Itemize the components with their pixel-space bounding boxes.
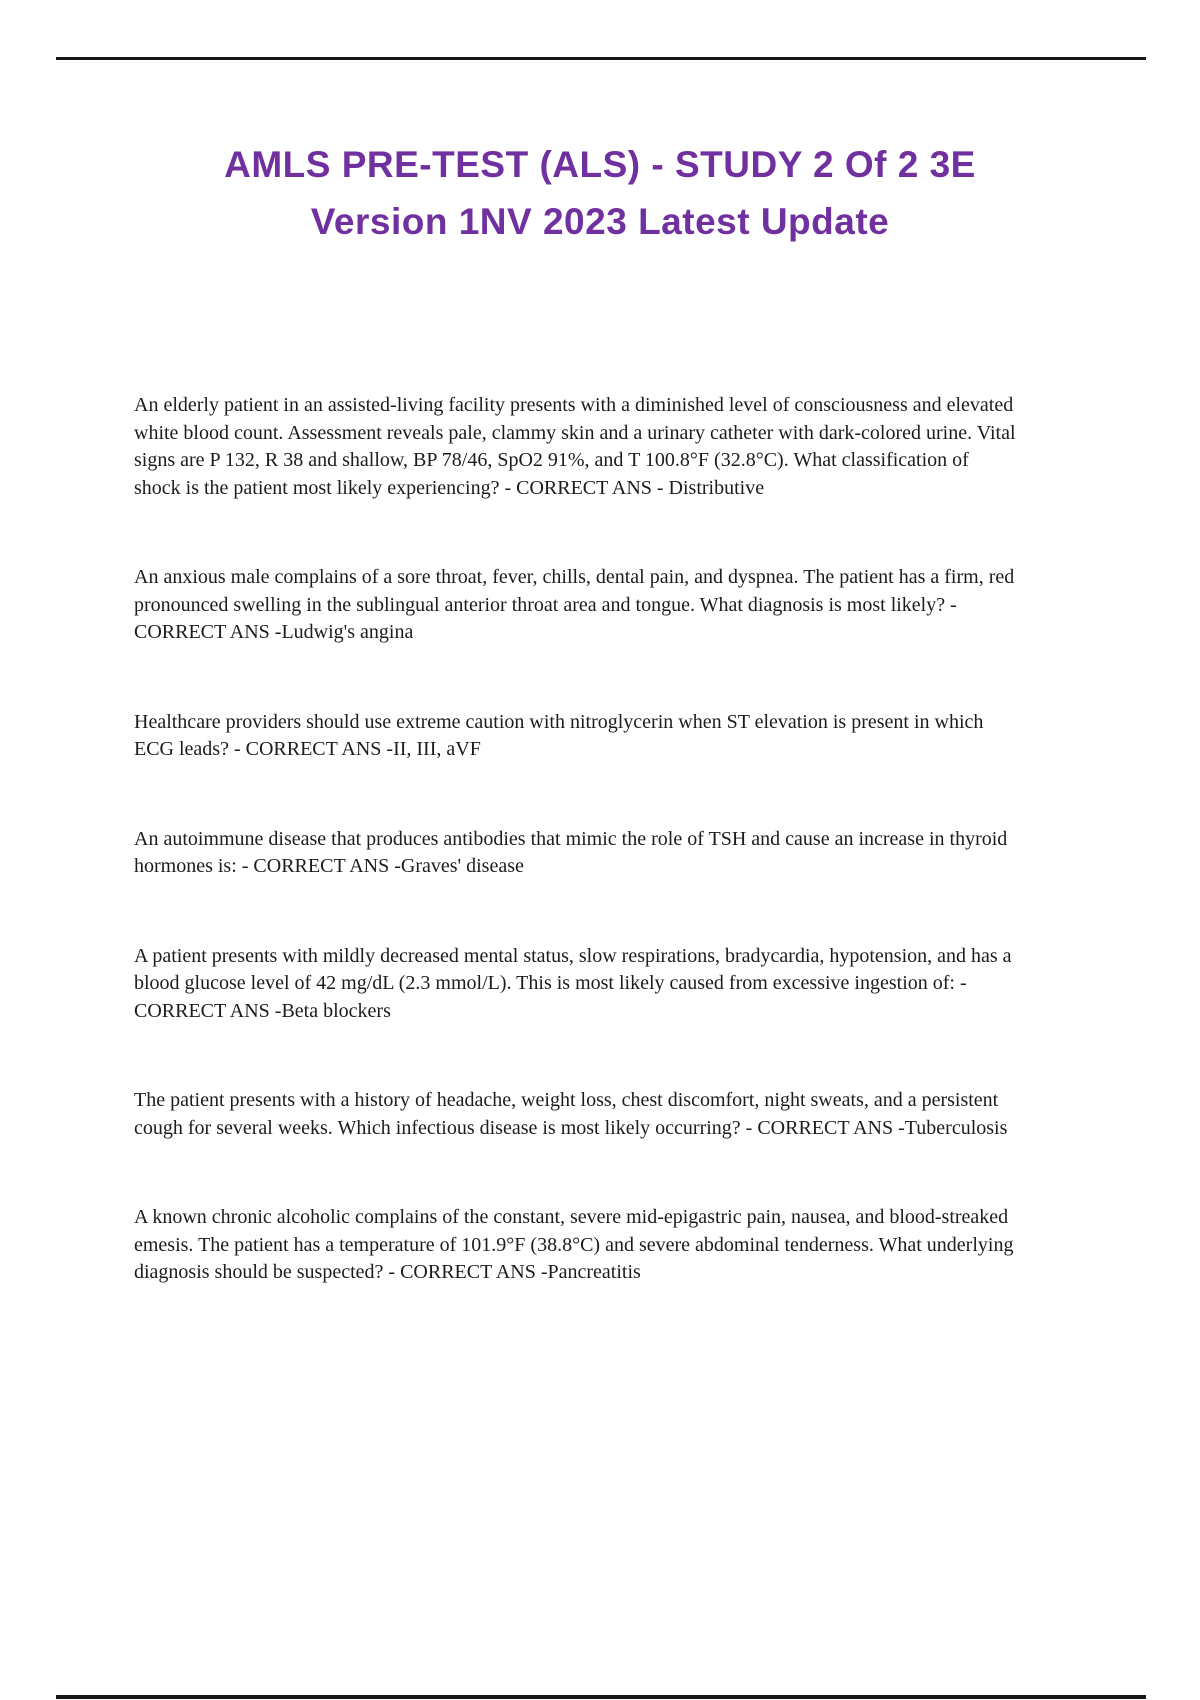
- document-title-line-2: Version 1NV 2023 Latest Update: [310, 201, 890, 242]
- qa-item-4: An autoimmune disease that produces antibodies that mimic the role of TSH and cause an increase in thyroid hormones is: - CORRECT ANS -Graves' disease: [134, 827, 1008, 877]
- qa-item-1: An elderly patient in an assisted-living facility presents with a diminished level of consciousness and elevated white blood count. Assessment reveals pale, clammy skin and a urinary catheter with dark-colored urine. Vital signs are P 132, R 38 and shallow, BP 78/46, SpO2 91%, and T 100.8°F (32.8°C). What classification of shock is the patient most likely experiencing? - CORRECT ANS - Distributive: [134, 394, 1016, 499]
- qa-item-5: A patient presents with mildly decreased mental status, slow respirations, bradycardia, hypotension, and has a blood glucose level of 42 mg/dL (2.3 mmol/L). This is most likely caused from excessive ingestion of: - CORRECT ANS -Beta blockers: [134, 944, 1012, 1022]
- qa-item-7: A known chronic alcoholic complains of the constant, severe mid-epigastric pain, nausea, and blood-streaked emesis. The patient has a temperature of 101.9°F (38.8°C) and severe abdominal tenderness. What underlying diagnosis should be suspected? - CORRECT ANS -Pancreatitis: [134, 1206, 1014, 1283]
- qa-item-3: Healthcare providers should use extreme caution with nitroglycerin when ST elevation is present in which ECG leads? - CORRECT ANS -II, III, aVF: [134, 710, 984, 760]
- qa-list: [134, 392, 1019, 1349]
- top-rule: [56, 57, 1146, 60]
- document-title-line-1: AMLS PRE-TEST (ALS) - STUDY 2 Of 2 3E: [224, 144, 976, 185]
- document-title: [0, 136, 1200, 250]
- qa-item-2: An anxious male complains of a sore throat, fever, chills, dental pain, and dyspnea. The patient has a firm, red pronounced swelling in the sublingual anterior throat area and tongue. What diagnosis is most likely? - CORRECT ANS -Ludwig's angina: [134, 566, 1015, 643]
- qa-item-6: The patient presents with a history of headache, weight loss, chest discomfort, night sweats, and a persistent cough for several weeks. Which infectious disease is most likely occurring? - CORRECT ANS -Tuberculosis: [134, 1089, 1008, 1139]
- bottom-rule: [56, 1695, 1146, 1699]
